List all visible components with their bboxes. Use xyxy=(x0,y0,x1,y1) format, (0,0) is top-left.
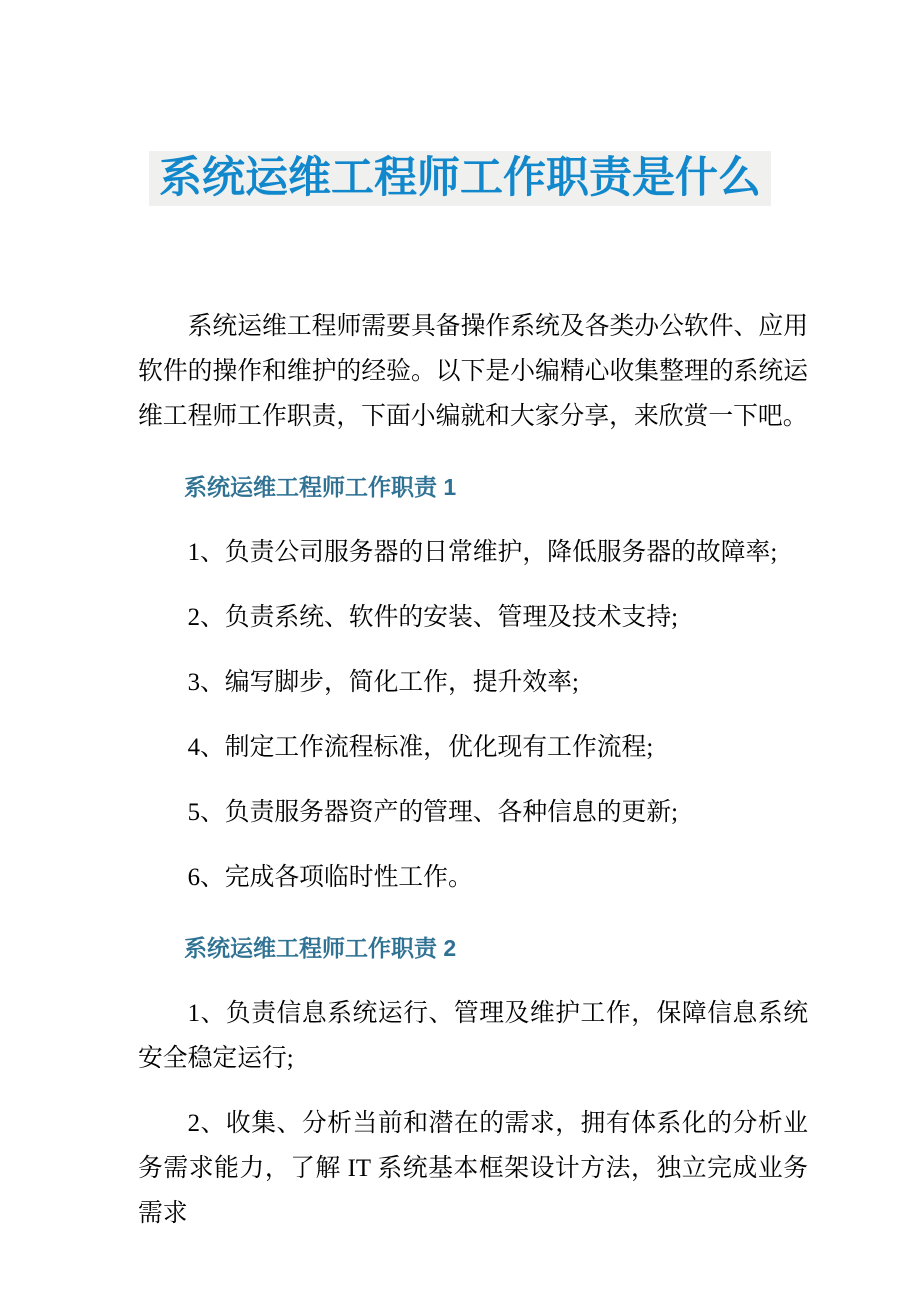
section-heading-1: 系统运维工程师工作职责 1 xyxy=(184,473,457,500)
title-row xyxy=(0,122,920,235)
duty-item: 5、负责服务器资产的管理、各种信息的更新; xyxy=(187,798,679,826)
duty-item: 6、完成各项临时性工作。 xyxy=(187,863,473,891)
document-title: 系统运维工程师工作职责是什么 xyxy=(149,151,771,206)
duty-item: 1、负责信息系统运行、管理及维护工作，保障信息系统安全稳定运行; xyxy=(138,999,808,1072)
intro-paragraph: 系统运维工程师需要具备操作系统及各类办公软件、应用软件的操作和维护的经验。以下是小编精心收集整理的系统运维工程师工作职责，下面小编就和大家分享，来欣赏一下吧。 xyxy=(138,312,808,430)
duty-item: 1、负责公司服务器的日常维护，降低服务器的故障率; xyxy=(187,538,778,566)
document-body xyxy=(138,304,808,1236)
duty-item: 2、负责系统、软件的安装、管理及技术支持; xyxy=(187,603,679,631)
duty-item: 3、编写脚步，简化工作，提升效率; xyxy=(187,668,579,696)
section-heading-2: 系统运维工程师工作职责 2 xyxy=(184,934,457,961)
duty-item: 4、制定工作流程标准，优化现有工作流程; xyxy=(187,733,654,761)
duty-item: 2、收集、分析当前和潜在的需求，拥有体系化的分析业务需求能力，了解 IT 系统基本框架设计方法，独立完成业务需求 xyxy=(138,1109,808,1227)
